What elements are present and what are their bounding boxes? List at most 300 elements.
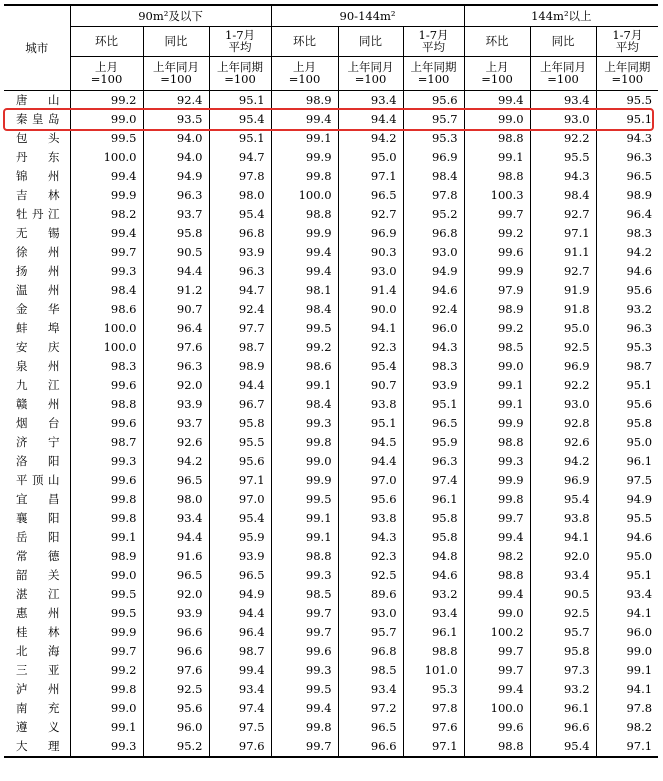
value-cell: 93.5: [143, 110, 209, 129]
value-cell: 93.4: [338, 90, 403, 110]
value-cell: 93.4: [209, 680, 271, 699]
value-cell: 94.9: [209, 585, 271, 604]
value-cell: 92.2: [530, 376, 596, 395]
base-header-2-1: 上年同月 =100: [530, 56, 596, 90]
value-cell: 99.7: [464, 509, 530, 528]
value-cell: 96.7: [209, 395, 271, 414]
value-cell: 96.8: [338, 642, 403, 661]
value-cell: 96.3: [403, 452, 464, 471]
value-cell: 94.2: [338, 129, 403, 148]
value-cell: 96.5: [209, 566, 271, 585]
value-cell: 96.5: [338, 186, 403, 205]
value-cell: 94.4: [209, 604, 271, 623]
city-cell: 韶关: [16, 567, 60, 582]
city-cell: 九江: [16, 377, 60, 392]
value-cell: 93.0: [338, 604, 403, 623]
value-cell: 91.4: [338, 281, 403, 300]
value-cell: 90.3: [338, 243, 403, 262]
value-cell: 91.8: [530, 300, 596, 319]
value-cell: 95.1: [209, 90, 271, 110]
value-cell: 99.9: [70, 623, 143, 642]
value-cell: 98.9: [70, 547, 143, 566]
sub-header-0-2: 1-7月 平均: [209, 26, 271, 56]
value-cell: 99.2: [464, 319, 530, 338]
value-cell: 95.1: [596, 110, 658, 129]
sub-header-2-0: 环比: [464, 26, 530, 56]
sub-header-2-2: 1-7月 平均: [596, 26, 658, 56]
value-cell: 98.3: [596, 224, 658, 243]
value-cell: 95.3: [403, 129, 464, 148]
value-cell: 93.9: [143, 395, 209, 414]
value-cell: 99.6: [464, 243, 530, 262]
value-cell: 93.0: [403, 243, 464, 262]
value-cell: 99.0: [464, 110, 530, 129]
value-cell: 95.7: [338, 623, 403, 642]
value-cell: 99.9: [70, 186, 143, 205]
value-cell: 98.8: [464, 737, 530, 757]
value-cell: 98.4: [530, 186, 596, 205]
base-header-0-1: 上年同月 =100: [143, 56, 209, 90]
value-cell: 99.1: [271, 376, 338, 395]
value-cell: 93.8: [338, 509, 403, 528]
city-cell: 北海: [16, 643, 60, 658]
value-cell: 98.9: [596, 186, 658, 205]
city-cell: 温州: [16, 282, 60, 297]
value-cell: 99.4: [464, 528, 530, 547]
table-row: [4, 490, 658, 509]
value-cell: 99.1: [70, 528, 143, 547]
value-cell: 99.0: [70, 110, 143, 129]
value-cell: 99.4: [464, 90, 530, 110]
value-cell: 95.4: [209, 205, 271, 224]
value-cell: 98.8: [403, 642, 464, 661]
value-cell: 96.5: [143, 566, 209, 585]
value-cell: 97.5: [596, 471, 658, 490]
value-cell: 94.0: [143, 148, 209, 167]
value-cell: 98.8: [464, 129, 530, 148]
value-cell: 96.5: [338, 718, 403, 737]
value-cell: 95.5: [596, 90, 658, 110]
value-cell: 95.2: [143, 737, 209, 757]
value-cell: 98.7: [209, 338, 271, 357]
city-cell: 徐州: [16, 244, 60, 259]
sub-header-1-2: 1-7月 平均: [403, 26, 464, 56]
value-cell: 98.4: [271, 395, 338, 414]
value-cell: 96.0: [143, 718, 209, 737]
value-cell: 99.7: [271, 604, 338, 623]
table-row: [4, 604, 658, 623]
value-cell: 99.1: [464, 148, 530, 167]
city-cell: 桂林: [16, 624, 60, 639]
sub-header-1-1: 同比: [338, 26, 403, 56]
value-cell: 99.8: [271, 718, 338, 737]
value-cell: 96.6: [338, 737, 403, 757]
value-cell: 92.4: [209, 300, 271, 319]
value-cell: 94.9: [596, 490, 658, 509]
value-cell: 99.2: [70, 661, 143, 680]
value-cell: 95.5: [209, 433, 271, 452]
value-cell: 97.8: [403, 699, 464, 718]
value-cell: 99.4: [271, 699, 338, 718]
value-cell: 99.4: [209, 661, 271, 680]
value-cell: 98.0: [143, 490, 209, 509]
value-cell: 96.6: [143, 642, 209, 661]
value-cell: 97.2: [338, 699, 403, 718]
value-cell: 90.0: [338, 300, 403, 319]
value-cell: 99.2: [70, 90, 143, 110]
value-cell: 94.4: [143, 528, 209, 547]
value-cell: 97.6: [143, 338, 209, 357]
value-cell: 96.5: [143, 471, 209, 490]
city-cell: 牡丹江: [16, 206, 60, 221]
value-cell: 96.5: [596, 167, 658, 186]
value-cell: 93.4: [143, 509, 209, 528]
value-cell: 94.6: [596, 528, 658, 547]
value-cell: 98.4: [70, 281, 143, 300]
value-cell: 96.1: [403, 623, 464, 642]
base-header-0-0: 上月 =100: [70, 56, 143, 90]
value-cell: 98.2: [70, 205, 143, 224]
value-cell: 96.6: [143, 623, 209, 642]
table-row: [4, 661, 658, 680]
value-cell: 99.8: [70, 509, 143, 528]
city-cell: 泉州: [16, 358, 60, 373]
value-cell: 99.5: [271, 680, 338, 699]
base-header-2-2: 上年同期 =100: [596, 56, 658, 90]
value-cell: 93.9: [143, 604, 209, 623]
value-cell: 96.1: [403, 490, 464, 509]
city-cell: 赣州: [16, 396, 60, 411]
value-cell: 92.3: [338, 338, 403, 357]
table-row: [4, 300, 658, 319]
city-cell: 扬州: [16, 263, 60, 278]
value-cell: 91.2: [143, 281, 209, 300]
value-cell: 99.8: [271, 167, 338, 186]
value-cell: 95.8: [596, 414, 658, 433]
value-cell: 99.4: [271, 243, 338, 262]
value-cell: 99.3: [70, 262, 143, 281]
sub-header-1-0: 环比: [271, 26, 338, 56]
value-cell: 95.6: [596, 395, 658, 414]
value-cell: 99.9: [271, 224, 338, 243]
city-cell: 湛江: [16, 586, 60, 601]
table-row: [4, 281, 658, 300]
value-cell: 92.4: [403, 300, 464, 319]
value-cell: 94.9: [143, 167, 209, 186]
value-cell: 91.6: [143, 547, 209, 566]
sub-header-row: [4, 26, 658, 56]
table-row: [4, 110, 658, 129]
value-cell: 92.0: [143, 585, 209, 604]
value-cell: 95.2: [403, 205, 464, 224]
base-header-1-0: 上月 =100: [271, 56, 338, 90]
table-row: [4, 205, 658, 224]
value-cell: 93.4: [530, 566, 596, 585]
value-cell: 94.8: [403, 547, 464, 566]
value-cell: 93.9: [209, 547, 271, 566]
table-row: [4, 585, 658, 604]
value-cell: 94.6: [596, 262, 658, 281]
value-cell: 96.3: [209, 262, 271, 281]
value-cell: 97.4: [209, 699, 271, 718]
value-cell: 98.7: [209, 642, 271, 661]
table-row: [4, 528, 658, 547]
value-cell: 95.5: [596, 509, 658, 528]
value-cell: 94.4: [338, 110, 403, 129]
value-cell: 95.8: [403, 528, 464, 547]
value-cell: 96.8: [403, 224, 464, 243]
table-row: [4, 186, 658, 205]
value-cell: 99.7: [271, 623, 338, 642]
value-cell: 93.4: [403, 604, 464, 623]
value-cell: 99.6: [70, 414, 143, 433]
table-row: [4, 680, 658, 699]
table-row: [4, 433, 658, 452]
value-cell: 96.1: [596, 452, 658, 471]
table-body: [4, 90, 658, 757]
value-cell: 95.6: [143, 699, 209, 718]
value-cell: 93.9: [209, 243, 271, 262]
value-cell: 93.2: [596, 300, 658, 319]
value-cell: 92.5: [143, 680, 209, 699]
value-cell: 97.3: [530, 661, 596, 680]
table-row: [4, 148, 658, 167]
value-cell: 94.1: [596, 680, 658, 699]
table-row: [4, 319, 658, 338]
value-cell: 92.7: [338, 205, 403, 224]
table-row: [4, 338, 658, 357]
value-cell: 99.1: [464, 395, 530, 414]
value-cell: 98.2: [596, 718, 658, 737]
value-cell: 97.1: [209, 471, 271, 490]
value-cell: 99.3: [464, 452, 530, 471]
value-cell: 98.9: [464, 300, 530, 319]
value-cell: 98.7: [70, 433, 143, 452]
value-cell: 90.5: [530, 585, 596, 604]
group-header-medium: 90-144m²: [271, 5, 464, 26]
value-cell: 93.9: [403, 376, 464, 395]
value-cell: 98.7: [596, 357, 658, 376]
city-cell: 平顶山: [16, 472, 60, 487]
value-cell: 96.0: [596, 623, 658, 642]
value-cell: 95.4: [530, 737, 596, 757]
value-cell: 93.8: [530, 509, 596, 528]
value-cell: 99.6: [70, 471, 143, 490]
group-header-small: 90m²及以下: [70, 5, 271, 26]
value-cell: 95.6: [403, 90, 464, 110]
value-cell: 98.8: [70, 395, 143, 414]
value-cell: 91.1: [530, 243, 596, 262]
value-cell: 95.1: [209, 129, 271, 148]
value-cell: 97.1: [403, 737, 464, 757]
value-cell: 99.9: [271, 148, 338, 167]
value-cell: 96.9: [530, 471, 596, 490]
city-cell: 秦皇岛: [16, 111, 60, 126]
value-cell: 96.5: [403, 414, 464, 433]
table-row: [4, 129, 658, 148]
value-cell: 97.6: [209, 737, 271, 757]
value-cell: 99.5: [70, 129, 143, 148]
table-row: [4, 547, 658, 566]
value-cell: 92.2: [530, 129, 596, 148]
base-header-row: [4, 56, 658, 90]
value-cell: 100.2: [464, 623, 530, 642]
value-cell: 94.2: [530, 452, 596, 471]
table-row: [4, 90, 658, 110]
table-row: [4, 357, 658, 376]
value-cell: 92.7: [530, 262, 596, 281]
value-cell: 93.2: [403, 585, 464, 604]
table-row: [4, 376, 658, 395]
value-cell: 93.2: [530, 680, 596, 699]
value-cell: 94.2: [596, 243, 658, 262]
base-header-0-2: 上年同期 =100: [209, 56, 271, 90]
city-cell: 包头: [16, 130, 60, 145]
value-cell: 90.7: [143, 300, 209, 319]
value-cell: 98.6: [271, 357, 338, 376]
value-cell: 97.4: [403, 471, 464, 490]
city-cell: 丹东: [16, 149, 60, 164]
value-cell: 94.4: [209, 376, 271, 395]
value-cell: 98.4: [403, 167, 464, 186]
table-row: [4, 699, 658, 718]
value-cell: 96.6: [530, 718, 596, 737]
value-cell: 93.7: [143, 205, 209, 224]
value-cell: 98.0: [209, 186, 271, 205]
value-cell: 99.5: [70, 604, 143, 623]
base-header-1-2: 上年同期 =100: [403, 56, 464, 90]
value-cell: 95.6: [209, 452, 271, 471]
value-cell: 94.4: [338, 452, 403, 471]
city-cell: 泸州: [16, 681, 60, 696]
value-cell: 99.8: [271, 433, 338, 452]
value-cell: 97.6: [403, 718, 464, 737]
value-cell: 97.1: [338, 167, 403, 186]
value-cell: 94.7: [209, 148, 271, 167]
value-cell: 98.8: [464, 167, 530, 186]
value-cell: 99.0: [464, 604, 530, 623]
value-cell: 93.7: [143, 414, 209, 433]
value-cell: 94.1: [338, 319, 403, 338]
value-cell: 98.9: [209, 357, 271, 376]
value-cell: 95.9: [209, 528, 271, 547]
table-row: [4, 471, 658, 490]
value-cell: 98.8: [464, 433, 530, 452]
value-cell: 95.0: [596, 547, 658, 566]
value-cell: 100.0: [271, 186, 338, 205]
city-cell: 无锡: [16, 225, 60, 240]
city-cell: 宜昌: [16, 491, 60, 506]
value-cell: 89.6: [338, 585, 403, 604]
value-cell: 98.1: [271, 281, 338, 300]
value-cell: 95.5: [530, 148, 596, 167]
table-row: [4, 414, 658, 433]
value-cell: 92.0: [143, 376, 209, 395]
value-cell: 96.3: [143, 186, 209, 205]
value-cell: 94.4: [143, 262, 209, 281]
value-cell: 94.2: [143, 452, 209, 471]
value-cell: 96.3: [596, 319, 658, 338]
value-cell: 95.9: [403, 433, 464, 452]
value-cell: 95.1: [338, 414, 403, 433]
value-cell: 92.6: [143, 433, 209, 452]
value-cell: 92.0: [530, 547, 596, 566]
city-cell: 岳阳: [16, 529, 60, 544]
value-cell: 92.6: [530, 433, 596, 452]
value-cell: 93.8: [338, 395, 403, 414]
table-row: [4, 262, 658, 281]
table-header: [4, 5, 658, 90]
group-header-large: 144m²以上: [464, 5, 658, 26]
value-cell: 96.9: [338, 224, 403, 243]
value-cell: 97.1: [530, 224, 596, 243]
value-cell: 94.3: [596, 129, 658, 148]
city-header: 城市: [4, 5, 70, 90]
value-cell: 99.3: [271, 661, 338, 680]
value-cell: 99.0: [271, 452, 338, 471]
value-cell: 99.9: [464, 414, 530, 433]
value-cell: 92.3: [338, 547, 403, 566]
city-cell: 南充: [16, 700, 60, 715]
value-cell: 99.1: [271, 129, 338, 148]
value-cell: 99.7: [464, 661, 530, 680]
value-cell: 95.4: [209, 509, 271, 528]
value-cell: 95.4: [209, 110, 271, 129]
value-cell: 94.0: [143, 129, 209, 148]
value-cell: 99.4: [271, 262, 338, 281]
value-cell: 94.5: [338, 433, 403, 452]
value-cell: 96.4: [209, 623, 271, 642]
value-cell: 99.7: [70, 642, 143, 661]
value-cell: 96.0: [403, 319, 464, 338]
value-cell: 97.7: [209, 319, 271, 338]
value-cell: 94.3: [403, 338, 464, 357]
value-cell: 93.4: [596, 585, 658, 604]
value-cell: 97.9: [464, 281, 530, 300]
value-cell: 98.2: [464, 547, 530, 566]
value-cell: 99.1: [70, 718, 143, 737]
city-cell: 洛阳: [16, 453, 60, 468]
price-index-table: [4, 4, 658, 758]
value-cell: 99.4: [271, 110, 338, 129]
value-cell: 95.8: [403, 509, 464, 528]
table-row: [4, 623, 658, 642]
value-cell: 97.1: [596, 737, 658, 757]
value-cell: 95.0: [596, 433, 658, 452]
value-cell: 99.5: [70, 585, 143, 604]
sub-header-2-1: 同比: [530, 26, 596, 56]
value-cell: 97.5: [209, 718, 271, 737]
value-cell: 93.0: [338, 262, 403, 281]
value-cell: 95.4: [338, 357, 403, 376]
value-cell: 99.4: [70, 167, 143, 186]
value-cell: 100.0: [70, 338, 143, 357]
value-cell: 99.9: [464, 262, 530, 281]
value-cell: 99.5: [271, 490, 338, 509]
value-cell: 97.0: [209, 490, 271, 509]
value-cell: 99.9: [271, 471, 338, 490]
table-row: [4, 718, 658, 737]
city-cell: 惠州: [16, 605, 60, 620]
value-cell: 100.0: [70, 319, 143, 338]
city-cell: 襄阳: [16, 510, 60, 525]
city-cell: 蚌埠: [16, 320, 60, 335]
value-cell: 95.7: [403, 110, 464, 129]
value-cell: 93.0: [530, 110, 596, 129]
table-row: [4, 224, 658, 243]
sub-header-0-0: 环比: [70, 26, 143, 56]
value-cell: 98.3: [70, 357, 143, 376]
